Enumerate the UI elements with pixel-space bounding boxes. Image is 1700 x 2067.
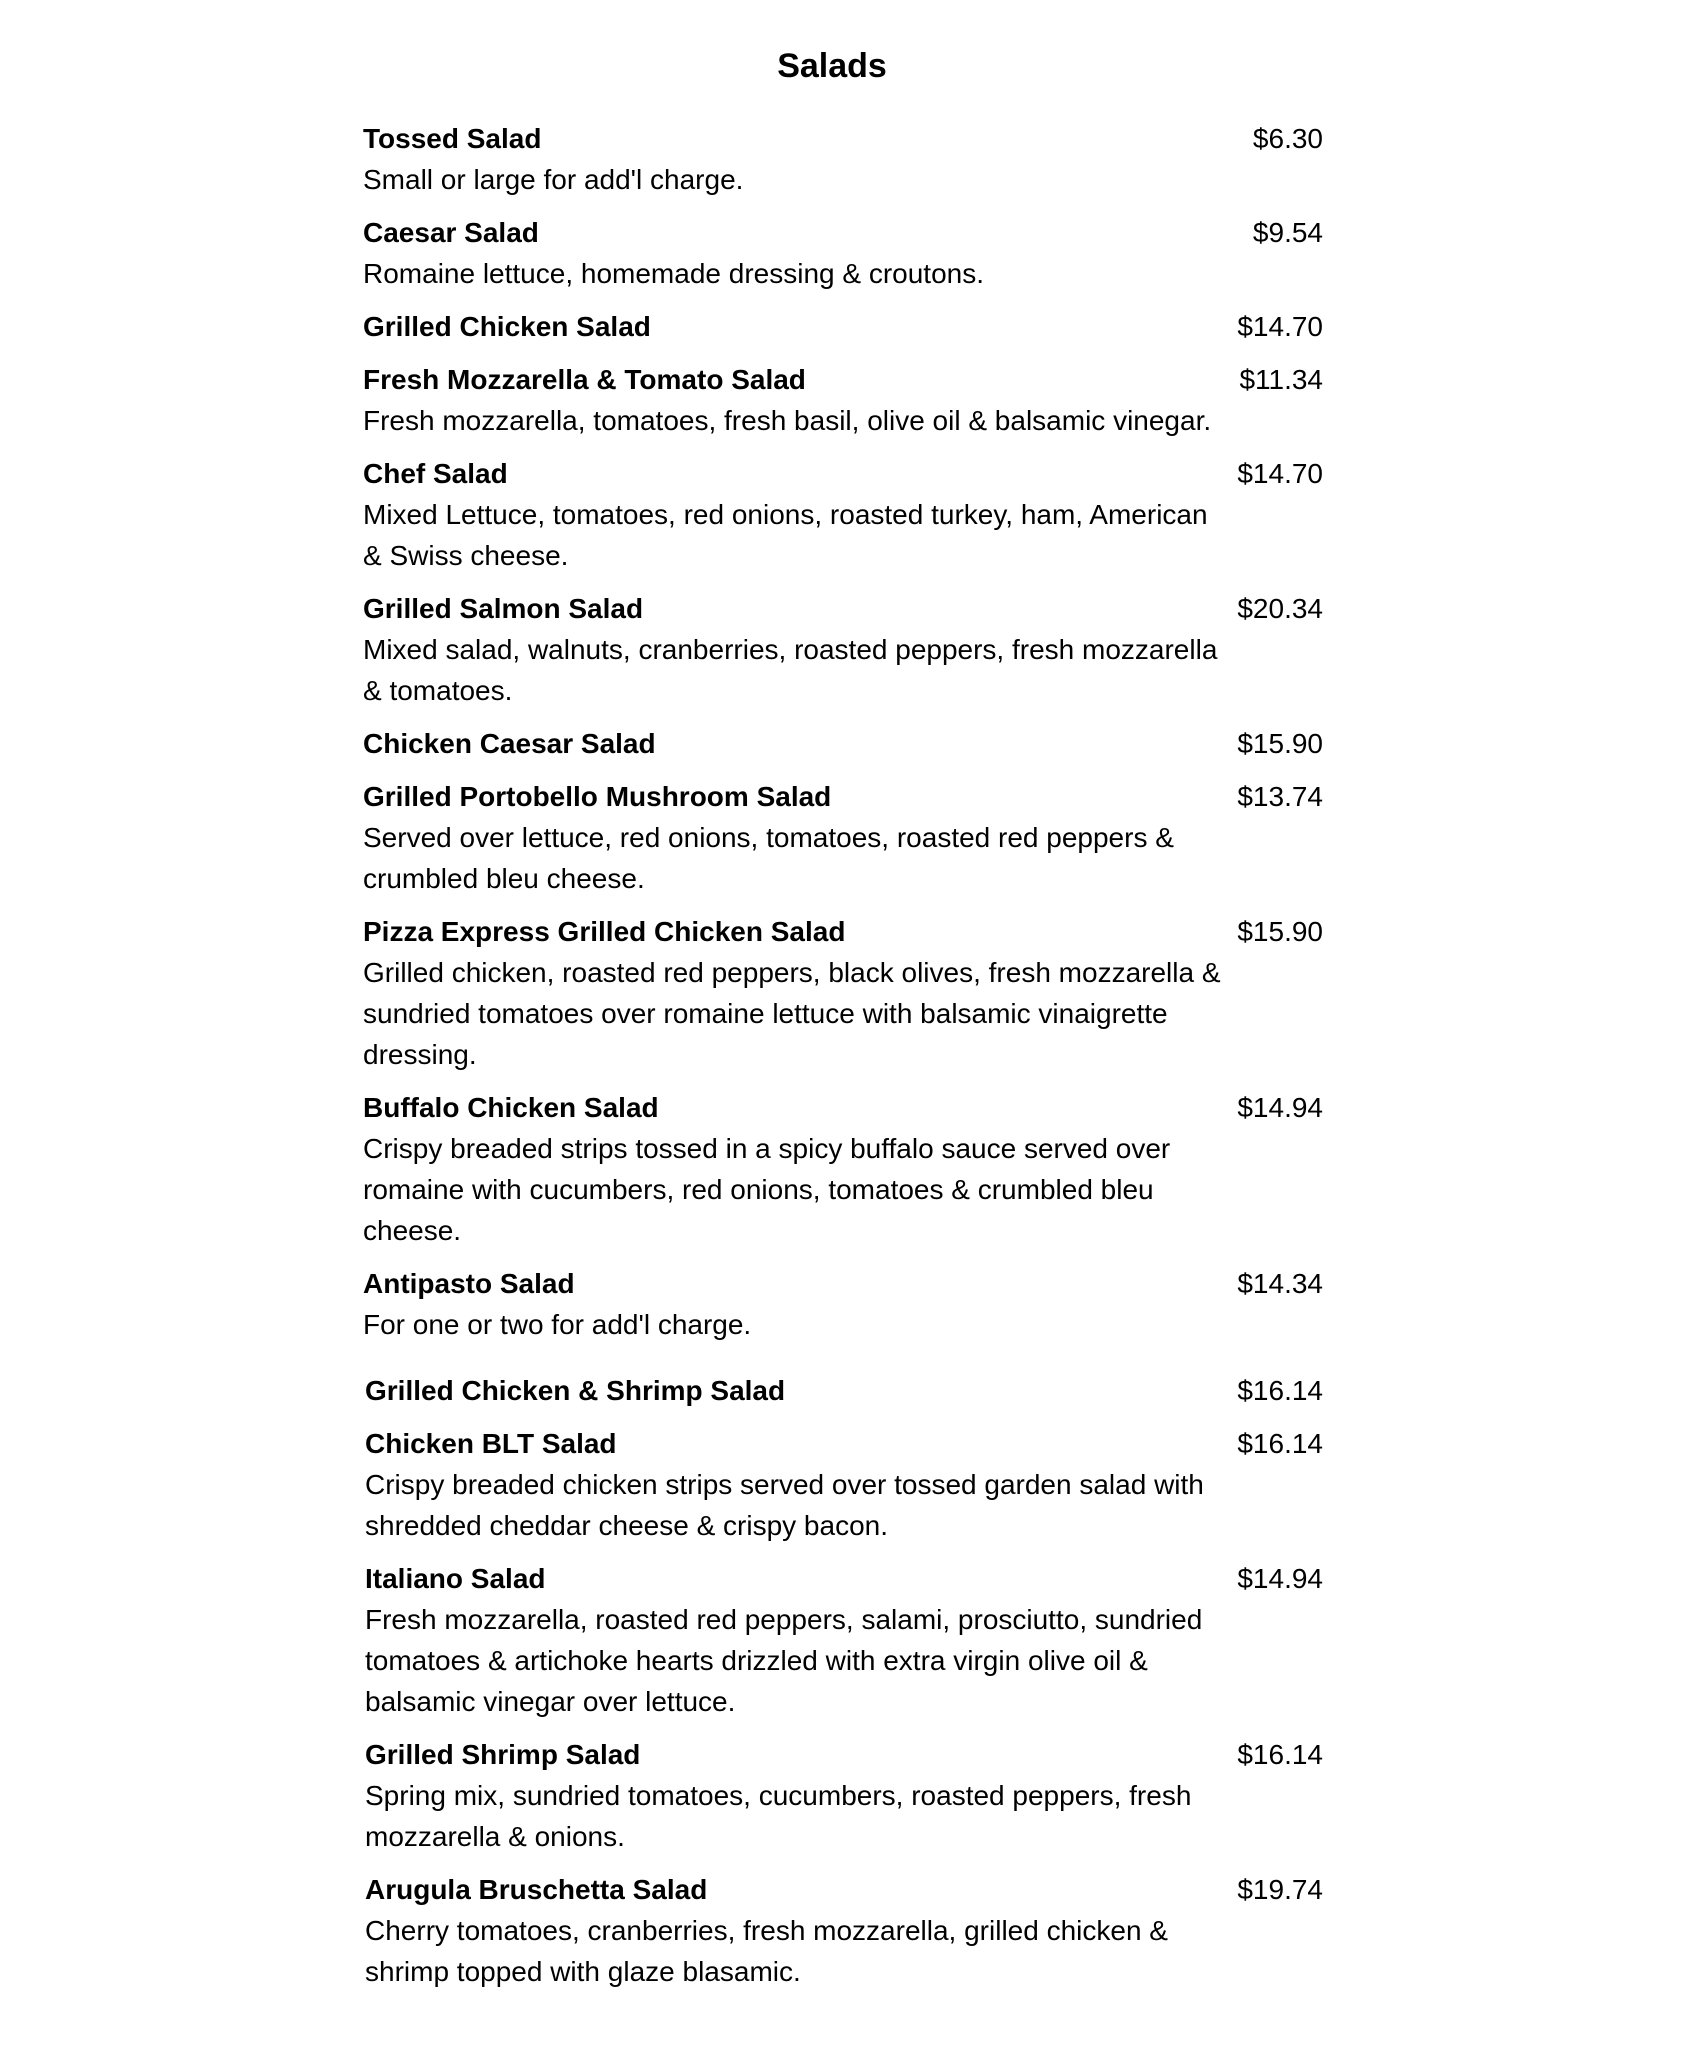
item-price: $16.14 — [1237, 1428, 1323, 1459]
item-description: Crispy breaded strips tossed in a spicy buffalo sauce served over romaine with cucumbers, red onions, tomatoes & crumbled bleu cheese. — [363, 1133, 1171, 1246]
section-gap — [363, 1357, 1323, 1370]
menu-item — [363, 911, 1323, 1075]
item-price: $13.74 — [1237, 781, 1323, 812]
item-name: Grilled Portobello Mushroom Salad — [363, 781, 832, 812]
item-price: $14.34 — [1237, 1268, 1323, 1299]
item-price: $6.30 — [1252, 123, 1323, 154]
item-description: Romaine lettuce, homemade dressing & croutons. — [363, 258, 984, 289]
item-price: $14.94 — [1237, 1563, 1323, 1594]
item-name: Grilled Salmon Salad — [363, 593, 644, 624]
item-description: Fresh mozzarella, tomatoes, fresh basil, olive oil & balsamic vinegar. — [363, 405, 1212, 436]
item-description: Served over lettuce, red onions, tomatoes, roasted red peppers & crumbled bleu cheese. — [363, 822, 1174, 894]
item-price: $15.90 — [1237, 728, 1323, 759]
item-name: Grilled Shrimp Salad — [365, 1739, 641, 1770]
item-name: Chicken Caesar Salad — [363, 728, 656, 759]
menu-item — [365, 1370, 1323, 1411]
item-name: Pizza Express Grilled Chicken Salad — [363, 916, 846, 947]
item-description: Crispy breaded chicken strips served over tossed garden salad with shredded cheddar cheese & crispy bacon. — [365, 1469, 1204, 1541]
item-description: Spring mix, sundried tomatoes, cucumbers, roasted peppers, fresh mozzarella & onions. — [365, 1780, 1192, 1852]
item-name: Arugula Bruschetta Salad — [365, 1874, 708, 1905]
item-price: $20.34 — [1237, 593, 1323, 624]
item-price: $14.70 — [1237, 311, 1323, 342]
item-price: $11.34 — [1239, 364, 1323, 395]
menu-item — [363, 1263, 1323, 1345]
item-price: $16.14 — [1237, 1739, 1323, 1770]
page-title: Salads — [777, 47, 887, 85]
menu-item — [363, 1087, 1323, 1251]
item-price: $9.54 — [1252, 217, 1323, 248]
item-name: Italiano Salad — [365, 1563, 546, 1594]
item-description: Mixed salad, walnuts, cranberries, roasted peppers, fresh mozzarella & tomatoes. — [363, 634, 1218, 706]
item-price: $19.74 — [1237, 1874, 1323, 1905]
item-description: Small or large for add'l charge. — [363, 164, 744, 195]
item-name: Caesar Salad — [363, 217, 539, 248]
item-price: $14.70 — [1237, 458, 1323, 489]
menu-item — [365, 1734, 1323, 1857]
item-description: Mixed Lettuce, tomatoes, red onions, roasted turkey, ham, American & Swiss cheese. — [363, 499, 1208, 571]
menu-item — [365, 1869, 1323, 1992]
item-name: Grilled Chicken Salad — [363, 311, 651, 342]
item-description: Grilled chicken, roasted red peppers, black olives, fresh mozzarella & sundried tomatoes over romaine lettuce with balsamic vinaigrette dressing. — [363, 957, 1221, 1070]
item-name: Antipasto Salad — [363, 1268, 575, 1299]
menu-item — [363, 306, 1323, 347]
item-name: Tossed Salad — [363, 123, 542, 154]
menu-item — [363, 212, 1323, 294]
menu-list — [363, 118, 1323, 2004]
item-description: Cherry tomatoes, cranberries, fresh mozzarella, grilled chicken & shrimp topped with glaze blasamic. — [365, 1915, 1168, 1987]
item-name: Buffalo Chicken Salad — [363, 1092, 659, 1123]
menu-item — [363, 118, 1323, 200]
item-name: Grilled Chicken & Shrimp Salad — [365, 1375, 786, 1406]
item-price: $14.94 — [1237, 1092, 1323, 1123]
item-name: Fresh Mozzarella & Tomato Salad — [363, 364, 806, 395]
menu-item — [363, 776, 1323, 899]
menu-item — [365, 1558, 1323, 1722]
item-name: Chicken BLT Salad — [365, 1428, 617, 1459]
item-price: $16.14 — [1237, 1375, 1323, 1406]
item-description: Fresh mozzarella, roasted red peppers, salami, prosciutto, sundried tomatoes & artichoke hearts drizzled with extra virgin olive oil & balsamic vinegar over lettuce. — [365, 1604, 1203, 1717]
menu-item — [365, 1423, 1323, 1546]
menu-item — [363, 453, 1323, 576]
menu-item — [363, 359, 1323, 441]
item-description: For one or two for add'l charge. — [363, 1309, 752, 1340]
menu-item — [363, 723, 1323, 764]
item-price: $15.90 — [1237, 916, 1323, 947]
item-name: Chef Salad — [363, 458, 508, 489]
menu-item — [363, 588, 1323, 711]
